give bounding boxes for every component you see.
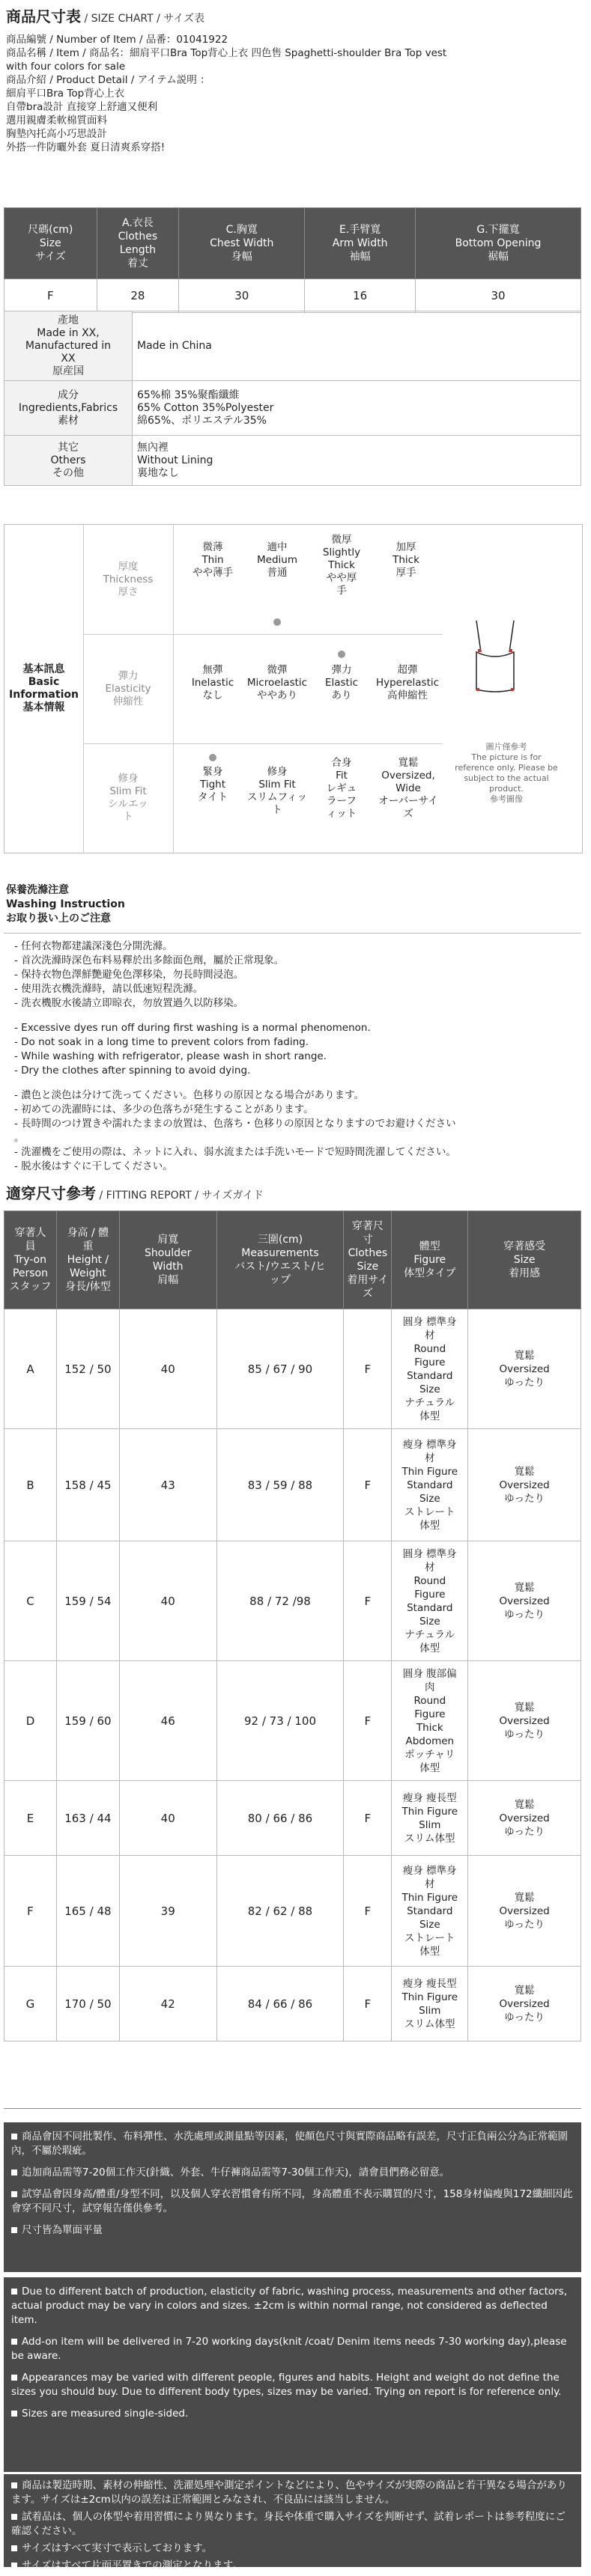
washing-line: - 脱水後はすぐに干してください。: [14, 1160, 173, 1172]
washing-line: - 初めての洗濯時には、多少の色落ちが発生することがあります。: [14, 1103, 314, 1115]
washing-line: - 洗濯機をご使用の際は、ネットに入れ、弱水流または手洗いモードで短時間洗濯してください。: [14, 1146, 456, 1158]
info-line: 細肩平口Bra Top背心上衣: [6, 88, 125, 100]
washing-line: - Excessive dyes run off during first washing is a normal phenomenon.: [14, 1022, 371, 1034]
thickness-selected-dot: [273, 618, 281, 626]
info-line: 商品編號 / Number of Item / 品番：01041922: [6, 34, 228, 46]
note-line: 商品會因不同批製作、布料彈性、水洗處理或測量點等因素，使顏色尺寸與實際商品略有誤差，尺寸正負兩公分為正常範圍內，不屬於瑕疵。: [11, 2131, 568, 2157]
basic-info-label: 基本訊息 Basic Information 基本情報: [4, 525, 83, 853]
size-table-header: [4, 208, 581, 279]
fit-cell: 寬鬆 Oversized ゆったり: [468, 1856, 581, 1967]
fit-cell: 83 / 59 / 88: [216, 1429, 344, 1541]
fitting-header-cell: 身高 / 體 重 Height / Weight 身長/体型: [56, 1211, 119, 1309]
washing-title-jp: お取り扱い上のご注意: [6, 913, 111, 925]
info-line: 商品名稱 / Item / 商品名：細肩平口Bra Top背心上衣 四色售 Spaghetti-shoulder Bra Top vest: [6, 47, 447, 59]
info-line: 商品介紹 / Product Detail / アイテム説明 ：: [6, 74, 210, 86]
info-line: 胸墊內托高小巧思設計: [6, 128, 107, 140]
fit-cell: 瘦身 瘦長型 Thin Figure Slim スリム体型: [392, 1781, 468, 1856]
image-caption: 圖片僅參考 The picture is for reference only. Please be subject to the actual product. 參考圖像: [455, 742, 558, 804]
size-header-cell: A.衣長 Clothes Length 着丈: [97, 208, 179, 279]
fit-cell: 40: [119, 1309, 216, 1429]
table-row: [4, 1856, 581, 1967]
fit-cell: 圓身 標準身 材 Round Figure Standard Size ナチュラル 体型: [392, 1541, 468, 1661]
size-cell: 28: [97, 279, 179, 313]
fitting-title: 適穿尺寸參考: [6, 1184, 96, 1202]
garment-illustration: [454, 615, 536, 734]
fit-cell: 88 / 72 /98: [216, 1541, 344, 1661]
fit-cell: D: [4, 1661, 57, 1781]
washing-line: - 濃色と淡色は分けて洗ってください。色移りの原因となる場合があります。: [14, 1089, 365, 1101]
fit-cell: F: [344, 1967, 392, 2041]
info-line: 自帶bra設計 直接穿上舒適又便利: [6, 101, 158, 113]
table-row: [4, 381, 581, 436]
note-line: 尺寸皆為單面平量: [22, 2224, 103, 2236]
fit-cell: F: [4, 1856, 57, 1967]
fit-option: 合身 Fit レギュ ラーフ ィット: [326, 757, 357, 820]
fit-cell: 寬鬆 Oversized ゆったり: [468, 1781, 581, 1856]
fit-cell: B: [4, 1429, 57, 1541]
thickness-option: 微厚 Slightly Thick やや厚 手: [322, 534, 361, 597]
fit-selected-dot: [209, 754, 216, 761]
table-row: [4, 279, 581, 313]
washing-line: - Dry the clothes after spinning to avoid dying.: [14, 1065, 251, 1077]
size-header-cell: 尺碼(cm) Size サイズ: [4, 208, 97, 279]
washing-line: 。: [14, 1132, 25, 1144]
fit-cell: 圓身 腹部偏 肉 Round Figure Thick Abdomen ポッチャリ 体型: [392, 1661, 468, 1781]
washing-line: - While washing with refrigerator, please wash in short range.: [14, 1050, 327, 1062]
fit-cell: F: [344, 1661, 392, 1781]
fitting-subtitle: / FITTING REPORT / サイズガイド: [96, 1190, 264, 1202]
fit-cell: 40: [119, 1541, 216, 1661]
table-row: [4, 311, 581, 381]
fit-cell: 寬鬆 Oversized ゆったり: [468, 1429, 581, 1541]
table-row: [4, 1309, 581, 1429]
thickness-option: 適中 Medium 普通: [257, 541, 297, 579]
material-value: Made in China: [133, 311, 581, 381]
elasticity-option: 無彈 Inelastic なし: [191, 664, 234, 701]
page-subtitle: / SIZE CHART / サイズ表: [81, 13, 205, 25]
fit-cell: F: [344, 1541, 392, 1661]
fit-cell: 159 / 60: [56, 1661, 119, 1781]
washing-line: - 使用洗衣機洗滌時，請以低速短程洗滌。: [14, 983, 204, 995]
fitting-header-cell: 穿著尺 寸 Clothes Size 着用サイ ズ: [344, 1211, 392, 1309]
fit-cell: 42: [119, 1967, 216, 2041]
fit-cell: 寬鬆 Oversized ゆったり: [468, 1967, 581, 2041]
table-row: [4, 1541, 581, 1661]
product-info: [6, 33, 579, 154]
fit-cell: 40: [119, 1781, 216, 1856]
elasticity-selected-dot: [338, 651, 345, 658]
fitting-table-header: [4, 1211, 581, 1309]
note-line: Add-on item will be delivered in 7-20 working days(knit /coat/ Denim items needs 7-30 working day),please be aware.: [11, 2336, 567, 2362]
fit-cell: 39: [119, 1856, 216, 1967]
fit-cell: 80 / 66 / 86: [216, 1781, 344, 1856]
fit-option: 寬鬆 Oversized, Wide オーバーサイ ズ: [378, 757, 438, 820]
page-title: 商品尺寸表: [6, 7, 81, 25]
washing-line: - 長時間のつけ置きや濡れたままの放置は、色落ち・色移りの原因となりますのでお避けください: [14, 1118, 456, 1130]
note-line: サイズはすべて片面平置きでの測定となります。: [22, 2560, 243, 2572]
fit-cell: 瘦身 標準身 材 Thin Figure Standard Size ストレート 体型: [392, 1429, 468, 1541]
washing-box: [4, 933, 581, 1217]
fit-cell: 92 / 73 / 100: [216, 1661, 344, 1781]
material-table: [4, 311, 581, 486]
note-line: Sizes are measured single-sided.: [22, 2408, 189, 2420]
note-line: Appearances may be varied with different people, figures and habits. Height and weight do not define the sizes you should buy. Due to different body types, sizes may be varied. Trying on report is for reference only.: [11, 2372, 562, 2398]
info-line: 外搭一件防曬外套 夏日清爽系穿搭!: [6, 141, 166, 153]
elasticity-label: 彈力 Elasticity 伸縮性: [105, 669, 151, 707]
fit-label: 修身 Slim Fit シルエッ ト: [108, 773, 148, 823]
fitting-header-cell: 穿著感受 Size 着用感: [468, 1211, 581, 1309]
fit-cell: 159 / 54: [56, 1541, 119, 1661]
table-row: [4, 1967, 581, 2041]
table-row: [4, 436, 581, 486]
notes-jp: [4, 2474, 581, 2572]
fit-cell: 84 / 66 / 86: [216, 1967, 344, 2041]
size-chart-header: [6, 4, 591, 26]
note-line: Due to different batch of production, elasticity of fabric, washing process, measurements and other factors, actual product may be vary in colors and sizes. ±2cm is within normal range, not considered as deflected item.: [11, 2286, 568, 2326]
fit-cell: 163 / 44: [56, 1781, 119, 1856]
note-line: 試穿品會因身高/體重/身型不同，以及個人穿衣習慣會有所不同，身高體重不表示購買的尺寸，158身材偏瘦與172纖細因此會穿不同尺寸，試穿報告僅供參考。: [11, 2188, 573, 2214]
size-table: [4, 207, 581, 313]
fit-cell: 寬鬆 Oversized ゆったり: [468, 1309, 581, 1429]
fit-cell: 瘦身 標準身 材 Thin Figure Standard Size ストレート 体型: [392, 1856, 468, 1967]
material-label: 其它 Others その他: [4, 436, 133, 486]
size-cell: 30: [416, 279, 581, 313]
washing-line: - 洗衣機脫水後請立即晾衣，勿放置過久以防移染。: [14, 997, 244, 1009]
fitting-header-cell: 穿著人 員 Try-on Person スタッフ: [4, 1211, 57, 1309]
fit-cell: 瘦身 瘦長型 Thin Figure Slim スリム体型: [392, 1967, 468, 2041]
washing-title-en: Washing Instruction: [6, 898, 125, 910]
table-row: [4, 1781, 581, 1856]
material-label: 成分 Ingredients,Fabrics 素材: [4, 381, 133, 436]
fit-cell: A: [4, 1309, 57, 1429]
size-header-cell: E.手臂寬 Arm Width 袖幅: [305, 208, 416, 279]
size-header-cell: C.胸寬 Chest Width 身幅: [179, 208, 305, 279]
thickness-option: 加厚 Thick 厚手: [393, 541, 419, 579]
fit-option: 修身 Slim Fit スリムフィッ ト: [247, 766, 307, 816]
fit-cell: 158 / 45: [56, 1429, 119, 1541]
note-line: 試着品は、個人の体型や着用習慣により異なります。身長や体重で購入サイズを判断せず、試着レポートは参考程度にご確認ください。: [11, 2511, 566, 2537]
elasticity-option: 彈力 Elastic あり: [324, 664, 359, 701]
elasticity-option: 超彈 Hyperelastic 高伸縮性: [375, 664, 440, 701]
washing-line: - 保持衣物色澤鮮艷避免色澤移染，勿長時間浸泡。: [14, 969, 244, 981]
fit-cell: 46: [119, 1661, 216, 1781]
size-cell: 16: [305, 279, 416, 313]
fit-cell: 170 / 50: [56, 1967, 119, 2041]
fitting-header: [6, 1181, 591, 1203]
fit-cell: 165 / 48: [56, 1856, 119, 1967]
note-line: サイズはすべて実寸で表示しております。: [22, 2542, 213, 2554]
table-row: [4, 1429, 581, 1541]
fit-cell: F: [344, 1429, 392, 1541]
thickness-option: 微薄 Thin やや薄手: [193, 541, 233, 579]
fit-cell: 43: [119, 1429, 216, 1541]
fit-cell: 85 / 67 / 90: [216, 1309, 344, 1429]
washing-line: - 首次洗滌時深色布料易釋於出多餘面色劑，屬於正常現象。: [14, 954, 285, 966]
size-header-cell: G.下擺寬 Bottom Opening 裾幅: [416, 208, 581, 279]
fit-cell: F: [344, 1781, 392, 1856]
fit-cell: 82 / 62 / 88: [216, 1856, 344, 1967]
fit-option: 緊身 Tight タイト: [197, 766, 228, 803]
fit-cell: 寬鬆 Oversized ゆったり: [468, 1541, 581, 1661]
note-line: 追加商品需等7-20個工作天(針織、外套、牛仔褲商品需等7-30個工作天)，請會員們務必留意。: [22, 2167, 450, 2178]
elasticity-option: 微彈 Microelastic ややあり: [246, 664, 308, 701]
notes-en: [4, 2277, 581, 2472]
fit-cell: F: [344, 1856, 392, 1967]
material-value: 無內裡 Without Lining 裏地なし: [133, 436, 581, 486]
table-row: [4, 1661, 581, 1781]
note-line: 商品は製造時期、素材の伸縮性、洗濯処理や測定ポイントなどにより、色やサイズが実際の商品と若干異なる場合があります。サイズは±2cm以内の誤差は正常範囲とみなされ、不良品には該当しません。: [11, 2479, 567, 2506]
size-cell: F: [4, 279, 97, 313]
info-line: with four colors for sale: [6, 61, 126, 73]
size-cell: 30: [179, 279, 305, 313]
fit-cell: F: [344, 1309, 392, 1429]
fitting-header-cell: 三圍(cm) Measurements バスト/ウエスト/ヒ ップ: [216, 1211, 344, 1309]
material-label: 產地 Made in XX, Manufactured in XX 原産国: [4, 311, 133, 381]
basic-info: [4, 524, 583, 853]
material-value: 65%棉 35%聚酯纖維 65% Cotton 35%Polyester 綿65%、ポリエステル35%: [133, 381, 581, 436]
washing-line: - 任何衣物都建議深淺色分開洗滌。: [14, 940, 173, 952]
fit-cell: E: [4, 1781, 57, 1856]
fit-cell: 寬鬆 Oversized ゆったり: [468, 1661, 581, 1781]
fit-cell: 152 / 50: [56, 1309, 119, 1429]
fitting-table: [4, 1211, 581, 2041]
info-line: 選用親膚柔軟棉質面料: [6, 115, 107, 127]
washing-title-zh: 保養洗滌注意: [6, 884, 69, 896]
notes-zh: [4, 2122, 581, 2272]
fitting-header-cell: 體型 Figure 体型タイプ: [392, 1211, 468, 1309]
fit-cell: C: [4, 1541, 57, 1661]
fitting-header-cell: 肩寬 Shoulder Width 肩幅: [119, 1211, 216, 1309]
thickness-label: 厚度 Thickness 厚さ: [103, 560, 154, 598]
fit-cell: 圓身 標準身 材 Round Figure Standard Size ナチュラル 体型: [392, 1309, 468, 1429]
fit-cell: G: [4, 1967, 57, 2041]
washing-line: - Do not soak in a long time to prevent colors from fading.: [14, 1036, 309, 1048]
